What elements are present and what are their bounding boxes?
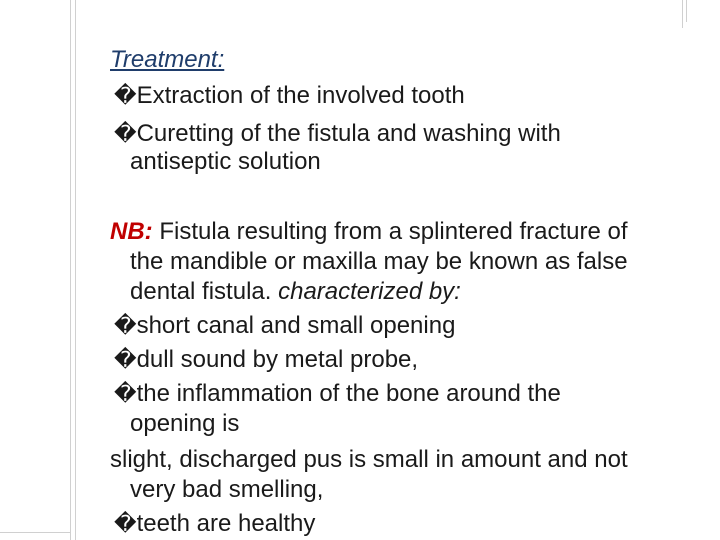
paragraph-line: slight, discharged pus is small in amount and not <box>110 446 628 473</box>
decorative-frame-line <box>75 0 76 540</box>
list-item: �teeth are healthy <box>114 510 316 537</box>
list-item: �Curetting of the fistula and washing with <box>114 120 561 147</box>
nb-paragraph: NB: Fistula resulting from a splintered fracture of <box>110 218 628 245</box>
list-item: �dull sound by metal probe, <box>114 346 419 373</box>
nb-label: NB: <box>110 218 153 245</box>
bullet-icon: � <box>114 512 137 537</box>
list-item: �Extraction of the involved tooth <box>114 82 465 109</box>
decorative-frame-line <box>686 0 687 22</box>
bullet-icon: � <box>114 382 137 407</box>
decorative-frame-line <box>682 0 683 28</box>
bullet-icon: � <box>114 314 137 339</box>
decorative-frame-line <box>0 532 70 533</box>
bullet-icon: � <box>114 84 137 109</box>
bullet-icon: � <box>114 122 137 147</box>
list-item-continuation: antiseptic solution <box>130 148 321 175</box>
list-item: �short canal and small opening <box>114 312 456 339</box>
bullet-icon: � <box>114 348 137 373</box>
list-item-continuation: opening is <box>130 410 240 437</box>
decorative-frame-line <box>70 0 71 540</box>
nb-paragraph-line: dental fistula. characterized by: <box>130 278 461 305</box>
list-item: �the inflammation of the bone around the <box>114 380 561 407</box>
nb-paragraph-line: the mandible or maxilla may be known as false <box>130 248 628 275</box>
paragraph-line: very bad smelling, <box>130 476 324 503</box>
treatment-heading: Treatment: <box>110 46 225 73</box>
